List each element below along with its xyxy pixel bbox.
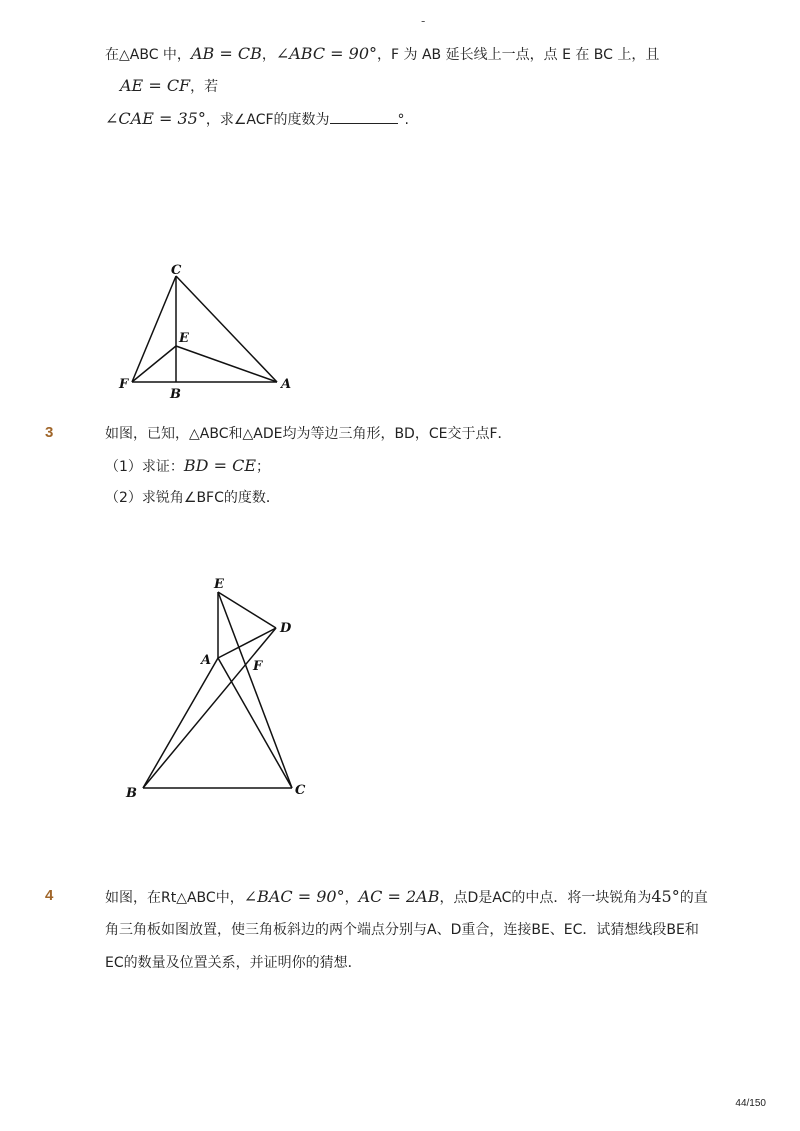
label-F: F [119,377,129,392]
header-mark: - [421,14,426,28]
label-F: F [253,659,263,674]
label-B: B [126,786,137,801]
q2-line-2: AE = CF，若 [120,76,219,95]
label-E: E [179,331,189,346]
q2-line-1: 在△ABC 中，AB = CB，∠ABC = 90°，F 为 AB 延长线上一点，点 E 在 BC 上，且 [105,44,660,63]
question-number-4: 4 [45,887,54,904]
answer-blank [330,109,398,124]
label-E: E [214,577,224,592]
label-C: C [295,783,306,798]
q3-figure [118,570,318,802]
question-number-3: 3 [45,424,54,441]
q3-part-1: （1）求证：BD = CE； [105,456,271,475]
label-B: B [170,387,181,402]
q4-line-2: 角三角板如图放置，使三角板斜边的两个端点分别与A、D重合，连接BE、EC．试猜想线段BE和 [105,922,699,938]
label-A: A [201,653,212,668]
q3-part-2: （2）求锐角∠BFC的度数． [105,490,280,506]
q3-intro: 如图，已知，△ABC和△ADE均为等边三角形，BD，CE交于点F． [105,426,512,442]
label-D: D [280,621,292,636]
label-A: A [281,377,292,392]
q4-line-1: 如图，在Rt△ABC中，∠BAC = 90°，AC = 2AB，点D是AC的中点．将一块锐角为45°的直 [105,887,708,906]
q4-line-3: EC的数量及位置关系，并证明你的猜想． [105,955,362,971]
q2-figure [110,258,310,406]
page-number: 44/150 [735,1098,766,1109]
label-C: C [171,263,182,278]
q2-line-3: ∠CAE = 35°，求∠ACF的度数为 °. [105,109,409,128]
